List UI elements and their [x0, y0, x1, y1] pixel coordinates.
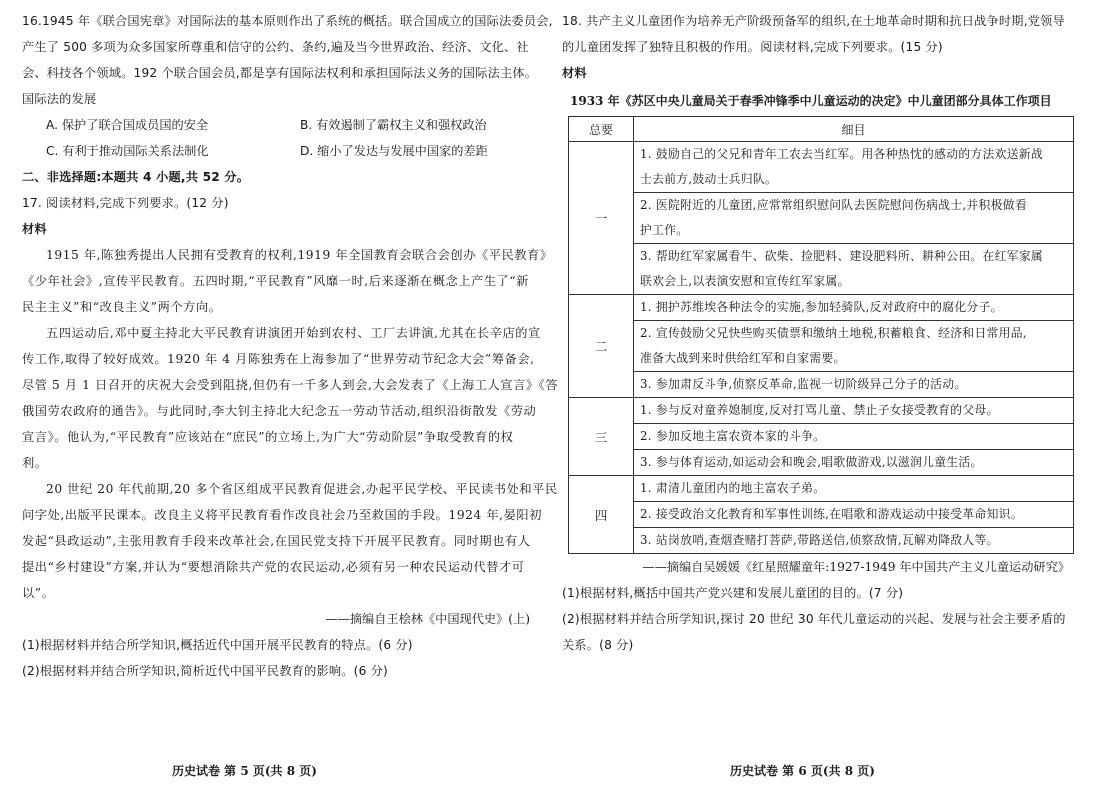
material-line: 尽管 5 月 1 日召开的庆祝大会受到阻挠,但仍有一千多人到会,大会发表了《上海工人宣言》《答: [22, 378, 559, 392]
table-row: [569, 295, 1074, 321]
material-line: 五四运动后,邓中夏主持北大平民教育讲演团开始到农村、工厂去讲演,尤其在长辛店的宣: [46, 326, 541, 340]
right-page: [562, 0, 1072, 800]
sub-question: (2)根据材料并结合所学知识,探讨 20 世纪 30 年代儿童运动的兴起、发展与社会主要矛盾的: [562, 612, 1066, 626]
question-17: [22, 190, 559, 684]
source-citation: ——摘编自吴媛媛《红星照耀童年:1927-1949 年中国共产主义儿童运动研究》: [642, 560, 1070, 574]
cell-line: 护工作。: [640, 223, 689, 237]
sub-question: (1)根据材料,概括中国共产党兴建和发展儿童团的目的。(7 分): [562, 586, 904, 600]
table-header-row: [569, 117, 1074, 142]
option-d[interactable]: D. 缩小了发达与发展中国家的差距: [300, 144, 488, 158]
table-row: [569, 321, 1074, 372]
q17-intro: 17. 阅读材料,完成下列要求。(12 分): [22, 196, 229, 210]
question-18: [562, 8, 1072, 658]
cell-line: 3. 站岗放哨,查烟查赌打菩萨,带路送信,侦察敌情,瓦解劝降敌人等。: [640, 533, 999, 547]
table-cell: [634, 528, 1074, 554]
table-cell: [634, 372, 1074, 398]
material-line: 俄国劳农政府的通告》。与此同时,李大钊主持北大纪念五一劳动节活动,组织沿街散发《劳动: [22, 404, 537, 418]
q18-intro-line: 18. 共产主义儿童团作为培养无产阶级预备军的组织,在土地革命时期和抗日战争时期,党领导: [562, 14, 1065, 28]
cell-line: 3. 参加肃反斗争,侦察反革命,监视一切阶级异己分子的活动。: [640, 377, 967, 391]
option-b[interactable]: B. 有效遏制了霸权主义和强权政治: [300, 118, 487, 132]
section-heading: 二、非选择题:本题共 4 小题,共 52 分。: [22, 170, 250, 184]
cell-line: 联欢会上,以表演安慰和宣传红军家属。: [640, 274, 850, 288]
material-line: 1915 年,陈独秀提出人民拥有受教育的权利,1919 年全国教育会联合会创办《平民教育》: [46, 248, 553, 262]
table-cell: [634, 321, 1074, 372]
cell-line: 准备大战到来时供给红军和自家需要。: [640, 351, 846, 365]
table-row: [569, 142, 1074, 193]
table-caption: 1933 年《苏区中央儿童局关于春季冲锋季中儿童运动的决定》中儿童团部分具体工作项目: [570, 94, 1052, 108]
q18-intro-line: 的儿童团发挥了独特且积极的作用。阅读材料,完成下列要求。(15 分): [562, 40, 943, 54]
material-line: 传工作,取得了较好成效。1920 年 4 月陈独秀在上海参加了“世界劳动节纪念大会”筹备会,: [22, 352, 535, 366]
table-cell: [634, 450, 1074, 476]
sub-question: (2)根据材料并结合所学知识,简析近代中国平民教育的影响。(6 分): [22, 664, 388, 678]
table-row: [569, 528, 1074, 554]
q16-line: 16.1945 年《联合国宪章》对国际法的基本原则作出了系统的概括。联合国成立的国际法委员会,: [22, 14, 553, 28]
cell-line: 2. 参加反地主富农资本家的斗争。: [640, 429, 826, 443]
material-line: 利。: [22, 456, 48, 470]
material-label: 材料: [22, 222, 47, 236]
material-label: 材料: [562, 66, 587, 80]
table-cell: [634, 424, 1074, 450]
cell-line: 2. 宣传鼓励父兄快些购买债票和缴纳土地税,积蓄粮食、经济和日常用品,: [640, 326, 1027, 340]
option-c[interactable]: C. 有利于推动国际关系法制化: [46, 144, 209, 158]
table-row: [569, 244, 1074, 295]
material-line: 20 世纪 20 年代前期,20 多个省区组成平民教育促进会,办起平民学校、平民读书处和平民: [46, 482, 558, 496]
material-line: 问字处,出版平民课本。改良主义将平民教育看作改良社会乃至救国的手段。1924 年,晏阳初: [22, 508, 542, 522]
table-row: [569, 476, 1074, 502]
table-row: [569, 193, 1074, 244]
cell-line: 1. 拥护苏维埃各种法令的实施,参加轻骑队,反对政府中的腐化分子。: [640, 300, 1003, 314]
section-label: 四: [569, 476, 634, 554]
source-citation: ——摘编自王桧林《中国现代史》(上): [325, 612, 530, 626]
table-cell: [634, 476, 1074, 502]
table-cell: [634, 295, 1074, 321]
section-label: 二: [569, 295, 634, 398]
material-line: 宣言》。他认为,“平民教育”应该站在“庶民”的立场上,为广大“劳动阶层”争取受教育的权: [22, 430, 514, 444]
page-footer: 历史试卷 第 5 页(共 8 页): [172, 764, 317, 778]
table-row: [569, 502, 1074, 528]
question-16: [22, 8, 553, 164]
cell-line: 1. 肃清儿童团内的地主富农子弟。: [640, 481, 826, 495]
cell-line: 3. 帮助红军家属看牛、砍柴、捡肥料、建设肥料所、耕种公田。在红军家属: [640, 249, 1044, 263]
q16-line: 会、科技各个领域。192 个联合国会员,都是享有国际法权利和承担国际法义务的国际法主体。: [22, 66, 538, 80]
cell-line: 1. 参与反对童养媳制度,反对打骂儿童、禁止子女接受教育的父母。: [640, 403, 999, 417]
material-line: 《少年社会》,宣传平民教育。五四时期,“平民教育”风靡一时,后来逐渐在概念上产生了“新: [22, 274, 530, 288]
table-row: [569, 424, 1074, 450]
material-line: 民主主义”和“改良主义”两个方向。: [22, 300, 222, 314]
sub-question: (1)根据材料并结合所学知识,概括近代中国开展平民教育的特点。(6 分): [22, 638, 413, 652]
q16-line: 国际法的发展: [22, 92, 97, 106]
option-a[interactable]: A. 保护了联合国成员国的安全: [46, 118, 209, 132]
table-cell: [634, 502, 1074, 528]
q16-options: [22, 112, 540, 164]
section-label: 三: [569, 398, 634, 476]
cell-line: 2. 医院附近的儿童团,应常常组织慰问队去医院慰问伤病战士,并积极做看: [640, 198, 1027, 212]
left-page: [22, 0, 559, 800]
table-row: [569, 450, 1074, 476]
table-row: [569, 398, 1074, 424]
sub-question: 关系。(8 分): [562, 638, 634, 652]
cell-line: 3. 参与体育运动,如运动会和晚会,唱歌做游戏,以滋润儿童生活。: [640, 455, 983, 469]
cell-line: 1. 鼓励自己的父兄和青年工农去当红军。用各种热忱的感动的方法欢送新战: [640, 147, 1044, 161]
material-line: 以”。: [22, 586, 55, 600]
work-items-table: [568, 116, 1074, 554]
cell-line: 士去前方,鼓动士兵归队。: [640, 172, 778, 186]
material-line: 提出“乡村建设”方案,并认为“要想消除共产党的农民运动,必须有另一种农民运动代替才可: [22, 560, 525, 574]
q16-line: 产生了 500 多项为众多国家所尊重和信守的公约、条约,遍及当今世界政治、经济、文化、社: [22, 40, 529, 54]
table-cell: [634, 244, 1074, 295]
material-line: 发起“县政运动”,主张用教育手段来改革社会,在国民党支持下开展平民教育。同时期也有人: [22, 534, 531, 548]
header-cell: 细目: [634, 117, 1074, 142]
table-cell: [634, 142, 1074, 193]
page-footer: 历史试卷 第 6 页(共 8 页): [730, 764, 875, 778]
section-label: 一: [569, 142, 634, 295]
header-cell: 总要: [569, 117, 634, 142]
table-cell: [634, 193, 1074, 244]
table-row: [569, 372, 1074, 398]
cell-line: 2. 接受政治文化教育和军事性训练,在唱歌和游戏运动中接受革命知识。: [640, 507, 1023, 521]
table-cell: [634, 398, 1074, 424]
